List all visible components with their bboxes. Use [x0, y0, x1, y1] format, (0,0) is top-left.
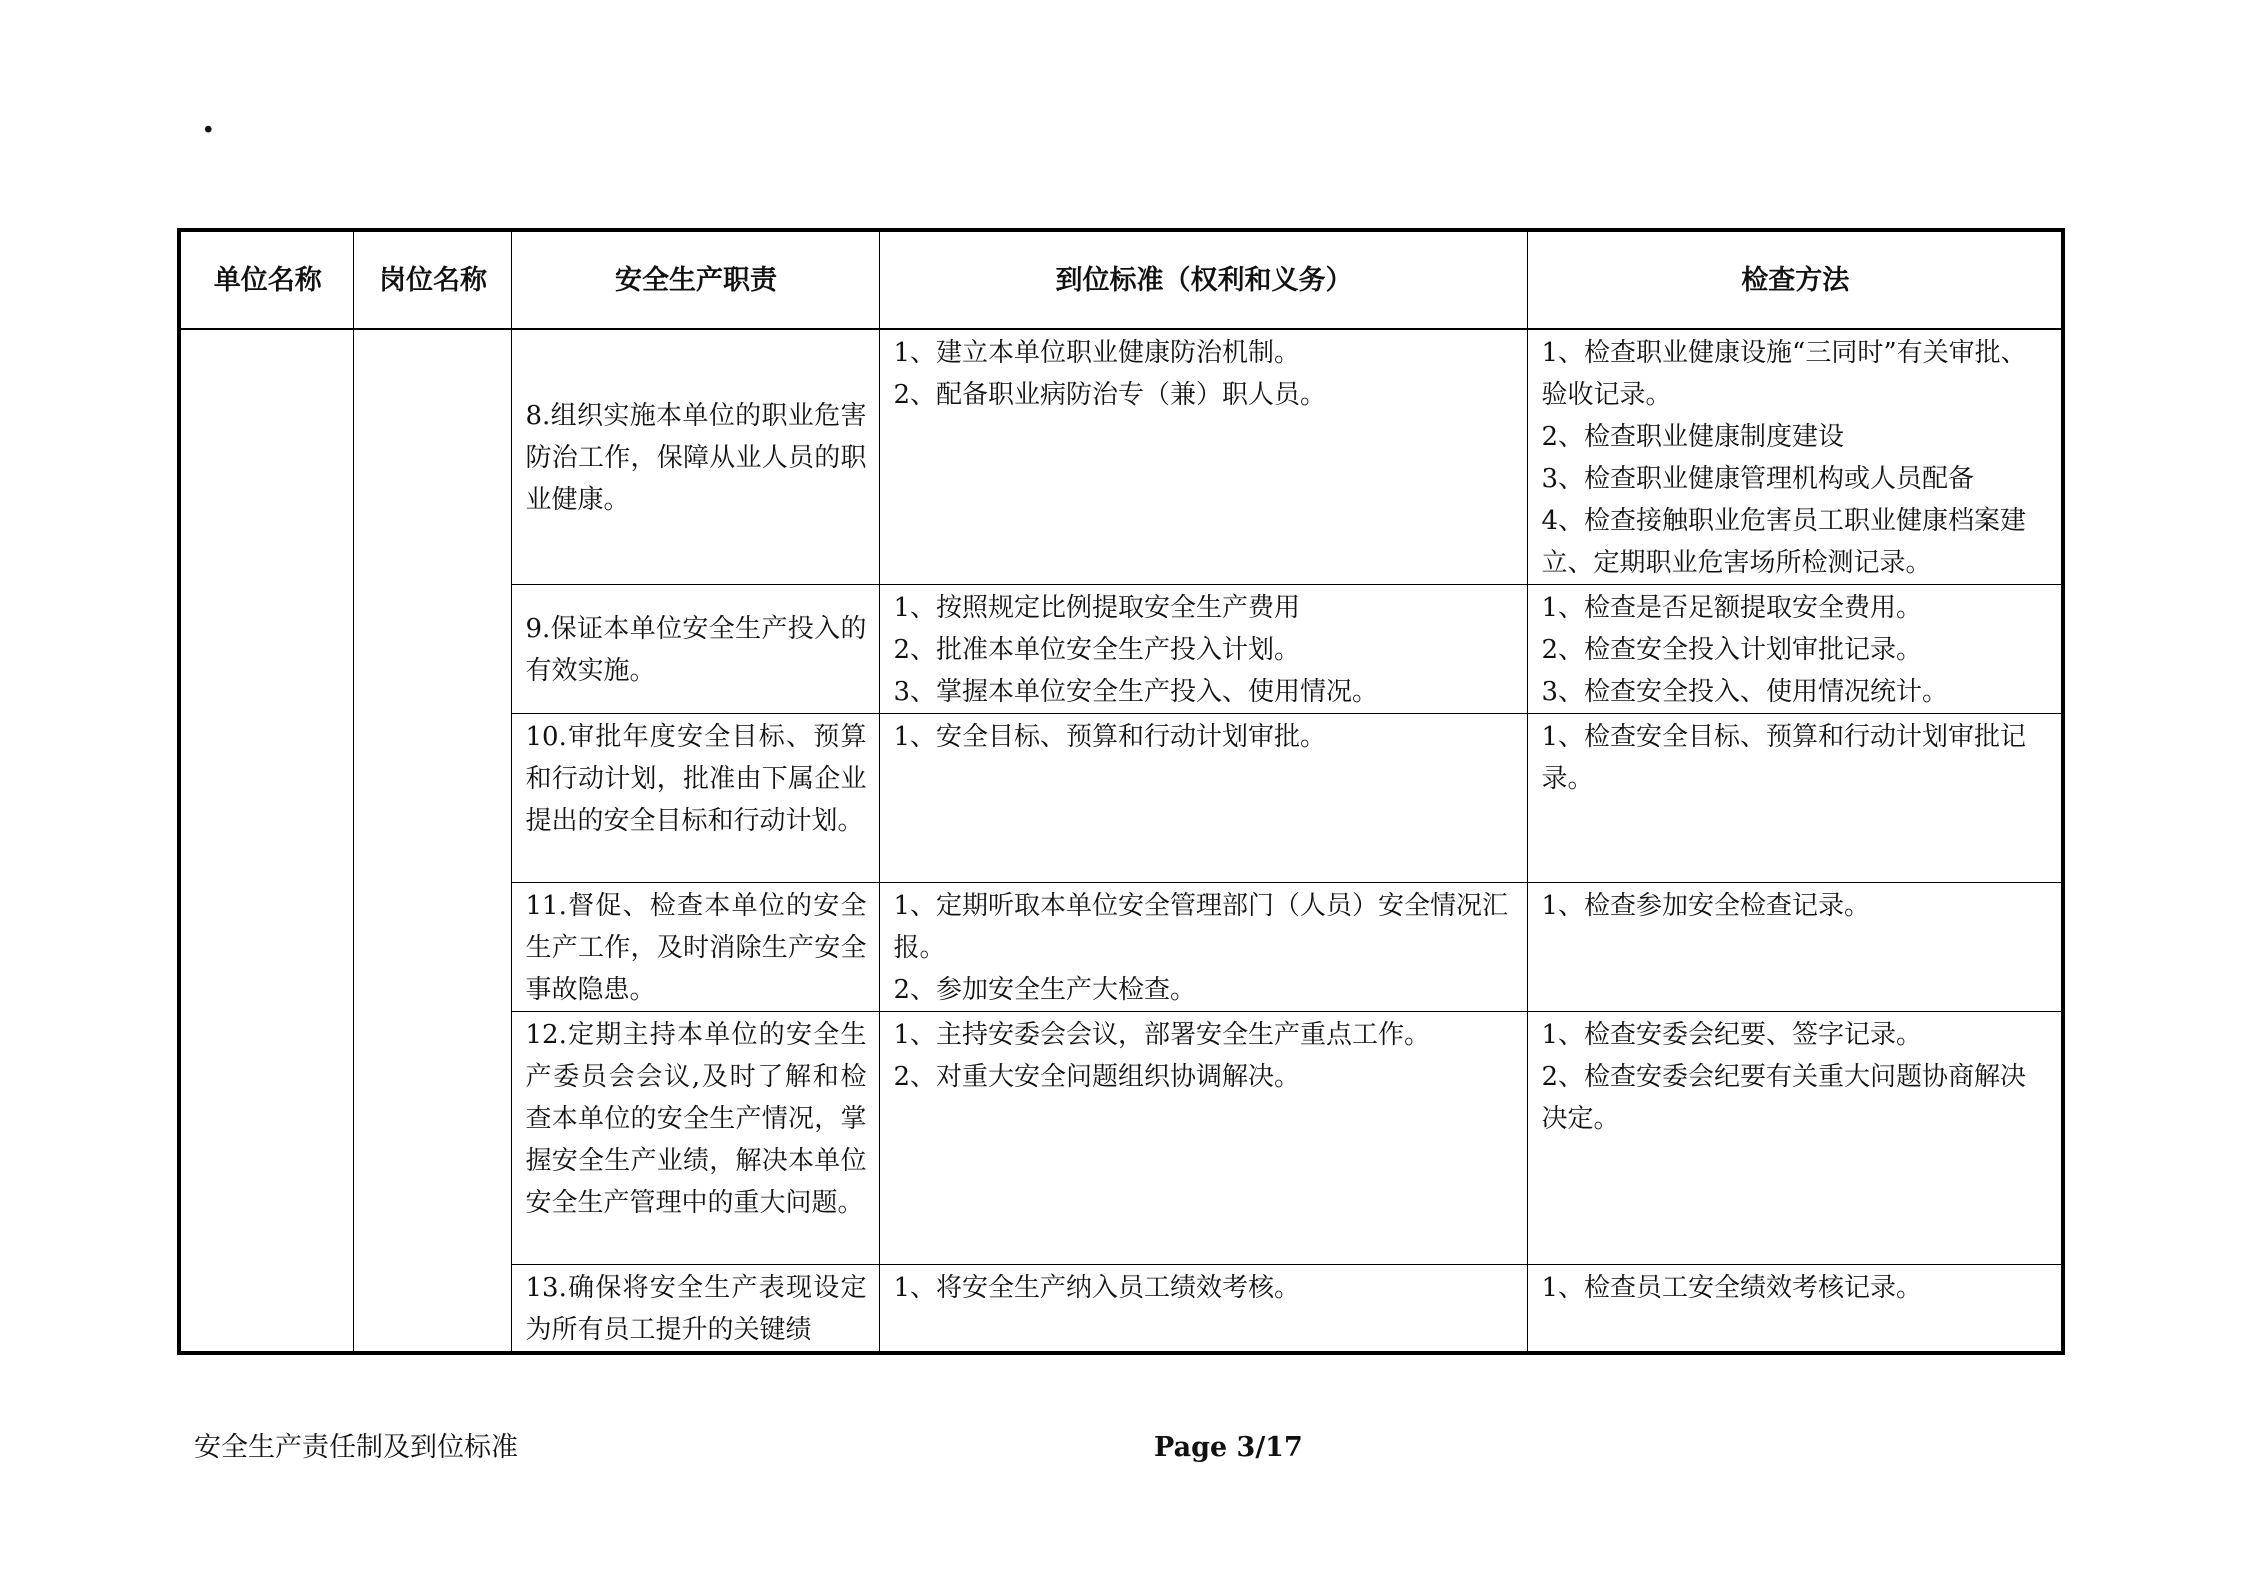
check-item: 1、检查是否足额提取安全费用。: [1541, 593, 1923, 623]
header-post-name: 岗位名称: [353, 230, 511, 329]
header-check-method: 检查方法: [1527, 230, 2063, 329]
footer-page-number: Page 3/17: [1154, 1432, 1303, 1463]
standard-cell: [879, 883, 1527, 1012]
check-item: 2、检查职业健康制度建设: [1541, 422, 1845, 452]
duty-cell: 8.组织实施本单位的职业危害防治工作，保障从业人员的职业健康。: [511, 329, 879, 585]
standard-cell: [879, 1012, 1527, 1265]
standard-item: 2、参加安全生产大检查。: [893, 975, 1197, 1005]
check-item: 1、检查员工安全绩效考核记录。: [1541, 1273, 1923, 1303]
check-item: 4、检查接触职业危害员工职业健康档案建立、定期职业危害场所检测记录。: [1541, 506, 2027, 578]
standard-item: 1、按照规定比例提取安全生产费用: [893, 593, 1301, 623]
header-safety-duty: 安全生产职责: [511, 230, 879, 329]
unit-name-cell: [179, 329, 353, 1353]
footer-document-title: 安全生产责任制及到位标准: [194, 1432, 518, 1463]
check-cell: [1527, 714, 2063, 883]
duty-cell: 12.定期主持本单位的安全生产委员会会议,及时了解和检查本单位的安全生产情况，掌握安全生产业绩，解决本单位安全生产管理中的重大问题。: [511, 1012, 879, 1265]
responsibility-table: [177, 228, 2065, 1355]
duty-cell: 13.确保将安全生产表现设定为所有员工提升的关键绩: [511, 1265, 879, 1354]
check-cell: [1527, 1265, 2063, 1354]
standard-cell: [879, 714, 1527, 883]
page-marker: ·: [202, 109, 215, 151]
standard-item: 1、安全目标、预算和行动计划审批。: [893, 722, 1327, 752]
check-cell: [1527, 883, 2063, 1012]
check-item: 1、检查职业健康设施“三同时”有关审批、验收记录。: [1541, 338, 2027, 410]
duty-cell: 9.保证本单位安全生产投入的有效实施。: [511, 585, 879, 714]
header-standard: 到位标准（权利和义务）: [879, 230, 1527, 329]
duty-cell: 10.审批年度安全目标、预算和行动计划，批准由下属企业提出的安全目标和行动计划。: [511, 714, 879, 883]
check-cell: [1527, 585, 2063, 714]
check-cell: [1527, 329, 2063, 585]
standard-item: 1、将安全生产纳入员工绩效考核。: [893, 1273, 1301, 1303]
check-item: 1、检查参加安全检查记录。: [1541, 891, 1871, 921]
duty-cell: 11.督促、检查本单位的安全生产工作，及时消除生产安全事故隐患。: [511, 883, 879, 1012]
standard-cell: [879, 585, 1527, 714]
standard-cell: [879, 329, 1527, 585]
table-header-row: [179, 230, 2063, 329]
header-unit-name: 单位名称: [179, 230, 353, 329]
standard-item: 2、批准本单位安全生产投入计划。: [893, 635, 1301, 665]
post-name-cell: [353, 329, 511, 1353]
standard-item: 2、配备职业病防治专（兼）职人员。: [893, 380, 1327, 410]
check-cell: [1527, 1012, 2063, 1265]
check-item: 3、检查职业健康管理机构或人员配备: [1541, 464, 1975, 494]
standard-cell: [879, 1265, 1527, 1354]
standard-item: 3、掌握本单位安全生产投入、使用情况。: [893, 677, 1379, 707]
check-item: 2、检查安委会纪要有关重大问题协商解决决定。: [1541, 1062, 2027, 1134]
table-row: [179, 329, 2063, 585]
standard-item: 1、定期听取本单位安全管理部门（人员）安全情况汇报。: [893, 891, 1509, 963]
standard-item: 2、对重大安全问题组织协调解决。: [893, 1062, 1301, 1092]
standard-item: 1、主持安委会会议，部署安全生产重点工作。: [893, 1020, 1431, 1050]
check-item: 1、检查安全目标、预算和行动计划审批记录。: [1541, 722, 2027, 794]
standard-item: 1、建立本单位职业健康防治机制。: [893, 338, 1301, 368]
check-item: 3、检查安全投入、使用情况统计。: [1541, 677, 1949, 707]
check-item: 2、检查安全投入计划审批记录。: [1541, 635, 1923, 665]
check-item: 1、检查安委会纪要、签字记录。: [1541, 1020, 1923, 1050]
